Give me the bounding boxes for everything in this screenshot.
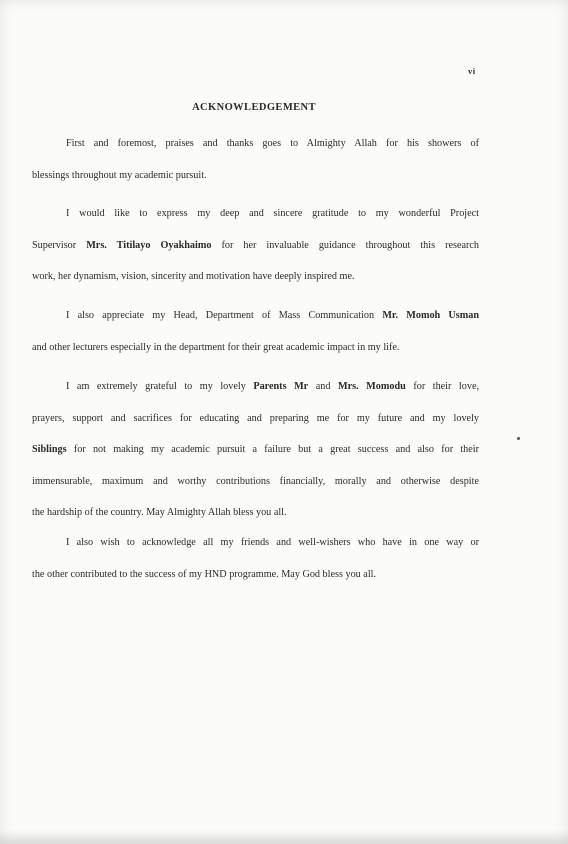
paragraph-line: work, her dynamism, vision, sincerity and motivation have deeply inspired me. <box>32 271 355 282</box>
paragraph-line: immensurable, maximum and worthy contributions financially, morally and otherwise despite <box>32 475 479 487</box>
scan-speck <box>517 437 520 440</box>
page-title: ACKNOWLEDGEMENT <box>192 102 316 113</box>
paragraph-supervisor <box>32 198 479 293</box>
paragraph-line: Siblings for not making my academic pursuit a failure but a great success and also for their <box>32 444 480 455</box>
parents-label: Parents Mr <box>253 381 309 392</box>
paragraph-friends <box>32 527 479 590</box>
paragraph-line: blessings throughout my academic pursuit. <box>32 169 207 181</box>
page-bottom-edge <box>0 830 568 844</box>
paragraph-line: I also appreciate my Head, Department of Mass Communication Mr. Momoh Usman <box>66 310 479 321</box>
paragraph-line: and other lecturers especially in the department for their great academic impact in my life. <box>32 341 400 353</box>
parents-name: Mrs. Momodu <box>338 381 406 392</box>
paragraph-praise <box>32 128 479 191</box>
siblings-label: Siblings <box>32 444 67 455</box>
paragraph-line: the other contributed to the success of my HND programme. May God bless you all. <box>32 568 377 580</box>
paragraph-line: prayers, support and sacrifices for educating and preparing me for my future and my lovely <box>32 412 479 424</box>
paragraph-line: I am extremely grateful to my lovely Parents Mr and Mrs. Momodu for their love, <box>66 381 480 392</box>
paragraph-family <box>32 371 479 529</box>
paragraph-line: I would like to express my deep and sincere gratitude to my wonderful Project <box>66 208 479 219</box>
paragraph-line: First and foremost, praises and thanks goes to Almighty Allah for his showers of <box>66 138 479 149</box>
paragraph-line: I also wish to acknowledge all my friends and well-wishers who have in one way or <box>66 537 479 548</box>
paragraph-head-of-department <box>32 300 479 363</box>
supervisor-name: Mrs. Titilayo Oyakhaimo <box>86 239 212 251</box>
paragraph-line: Supervisor Mrs. Titilayo Oyakhaimo for her invaluable guidance throughout this research <box>32 239 480 251</box>
hod-name: Mr. Momoh Usman <box>382 310 479 321</box>
page-number: vi <box>468 66 476 76</box>
paragraph-line: the hardship of the country. May Almighty Allah bless you all. <box>32 507 287 518</box>
